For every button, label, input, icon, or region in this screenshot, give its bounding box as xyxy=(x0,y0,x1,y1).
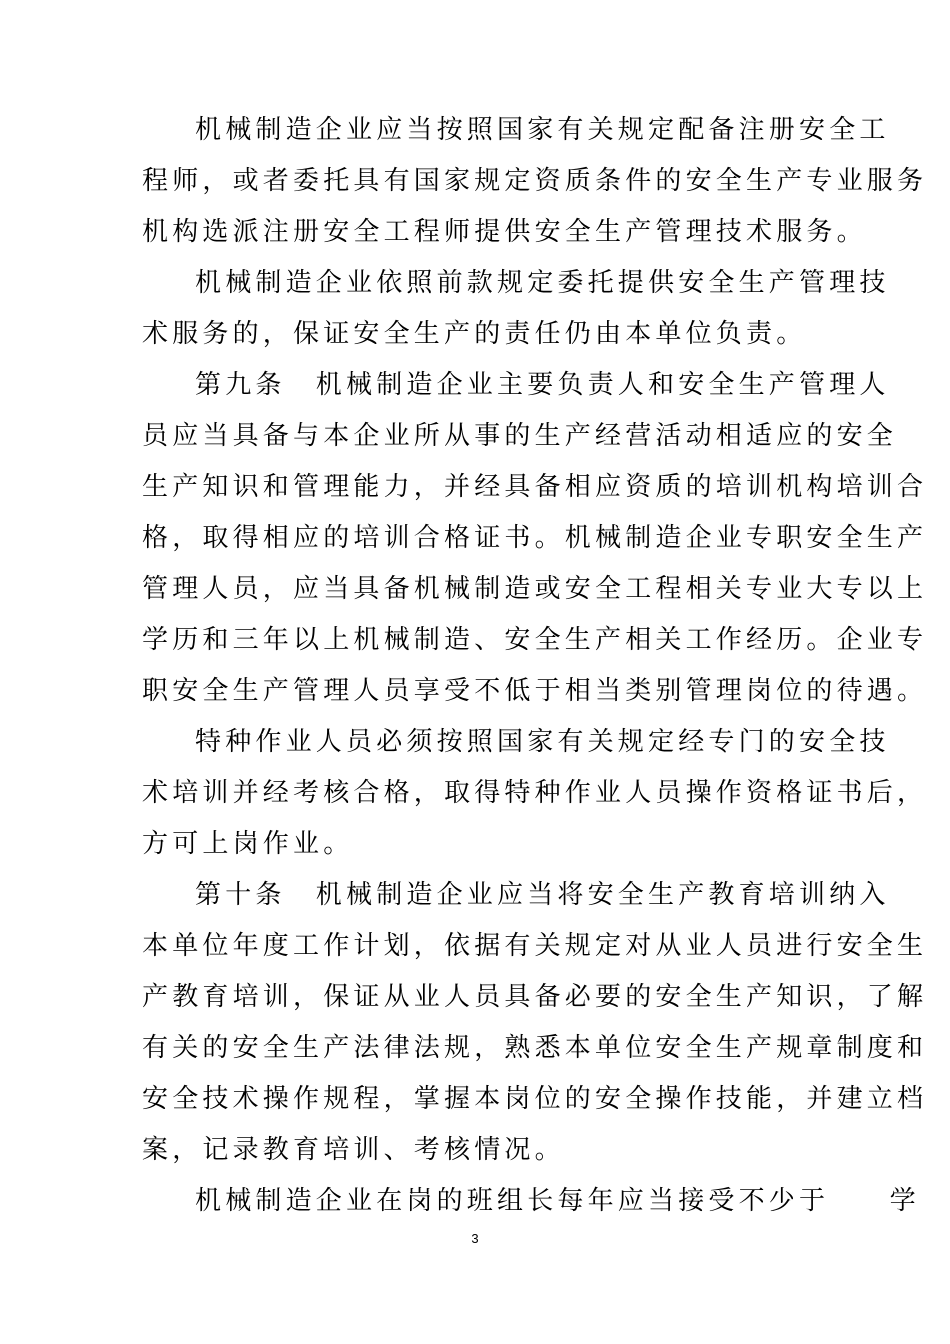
text-line: 第十条 机械制造企业应当将安全生产教育培训纳入 xyxy=(195,880,890,910)
text-line: 机构选派注册安全工程师提供安全生产管理技术服务。 xyxy=(142,217,867,247)
text-line: 方可上岗作业。 xyxy=(142,829,354,859)
text-line: 程师，或者委托具有国家规定资质条件的安全生产专业服务 xyxy=(142,166,928,196)
text-line: 职安全生产管理人员享受不低于相当类别管理岗位的待遇。 xyxy=(142,676,928,706)
text-line: 产教育培训，保证从业人员具备必要的安全生产知识，了解 xyxy=(142,982,928,1012)
text-line: 机械制造企业在岗的班组长每年应当接受不少于 学 xyxy=(195,1186,920,1216)
text-line: 管理人员，应当具备机械制造或安全工程相关专业大专以上 xyxy=(142,574,928,604)
text-line: 机械制造企业依照前款规定委托提供安全生产管理技 xyxy=(195,268,890,298)
text-line: 特种作业人员必须按照国家有关规定经专门的安全技 xyxy=(195,727,890,757)
page-number: 3 xyxy=(471,1231,479,1246)
text-line: 第九条 机械制造企业主要负责人和安全生产管理人 xyxy=(195,370,890,400)
text-line: 术服务的，保证安全生产的责任仍由本单位负责。 xyxy=(142,319,807,349)
text-line: 术培训并经考核合格，取得特种作业人员操作资格证书后， xyxy=(142,778,928,808)
text-line: 有关的安全生产法律法规，熟悉本单位安全生产规章制度和 xyxy=(142,1033,928,1063)
text-line: 学历和三年以上机械制造、安全生产相关工作经历。企业专 xyxy=(142,625,928,655)
text-line: 员应当具备与本企业所从事的生产经营活动相适应的安全 xyxy=(142,421,898,451)
text-line: 机械制造企业应当按照国家有关规定配备注册安全工 xyxy=(195,115,890,145)
text-line: 案，记录教育培训、考核情况。 xyxy=(142,1135,565,1165)
text-line: 本单位年度工作计划，依据有关规定对从业人员进行安全生 xyxy=(142,931,928,961)
text-line: 安全技术操作规程，掌握本岗位的安全操作技能，并建立档 xyxy=(142,1084,928,1114)
text-line: 格，取得相应的培训合格证书。机械制造企业专职安全生产 xyxy=(142,523,928,553)
text-line: 生产知识和管理能力，并经具备相应资质的培训机构培训合 xyxy=(142,472,928,502)
